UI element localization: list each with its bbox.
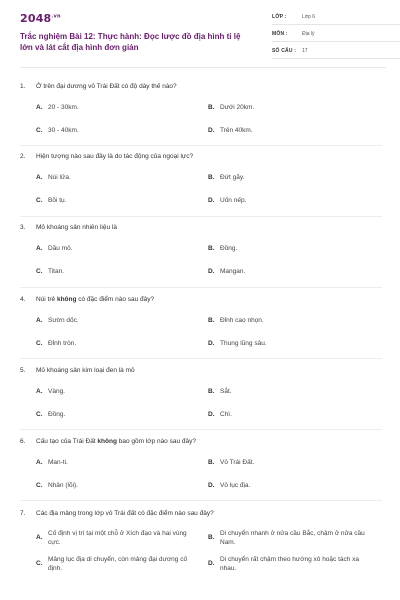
option-text: Mangan. [220,268,246,275]
answer-options [36,244,382,290]
option-key: B. [208,174,215,181]
meta-row-subject [272,27,400,42]
divider [20,429,382,430]
option-key: C. [36,340,43,347]
question-number: 1. [20,83,26,90]
answer-option-a[interactable] [36,173,208,196]
question-text: Mỏ khoáng sản nhiên liệu là [36,224,117,231]
option-key: D. [208,268,215,275]
answer-options [36,529,382,581]
question-text-part: Núi trẻ [36,296,57,303]
option-text: Bồi tụ. [48,197,67,204]
option-key: D. [208,127,215,134]
option-text: Titan. [48,268,65,275]
option-text: Dưới 20km. [220,104,255,111]
option-key: D. [208,560,215,567]
question-number: 6. [20,438,26,445]
answer-option-a[interactable] [36,387,208,410]
option-key: A. [36,245,43,252]
question-number: 5. [20,367,26,374]
option-text: 30 - 40km. [48,127,79,134]
meta-key: MÔN : [272,31,288,37]
option-key: B. [208,317,215,324]
question-text [36,437,196,446]
question-stem [20,366,382,375]
question-number: 3. [20,224,26,231]
answer-option-b[interactable] [208,244,380,267]
answer-option-a[interactable] [36,316,208,339]
answer-option-b[interactable] [208,173,380,196]
option-key: A. [36,174,43,181]
question-number: 7. [20,510,26,517]
option-key: D. [208,482,215,489]
option-text: Nhân (lõi). [48,482,78,489]
option-text: Dầu mỏ. [48,245,73,252]
option-text: 20 - 30km. [48,104,79,111]
question-text-emphasis: không [56,296,77,303]
answer-option-a[interactable] [36,458,208,481]
meta-row-count [272,44,400,59]
option-key: A. [36,388,43,395]
question-stem [20,82,382,91]
option-text: Di chuyển rất chậm theo hướng xô hoặc tách xa nhau. [220,556,360,572]
meta-value: Lớp 6 [302,14,316,20]
option-key: C. [36,127,43,134]
option-key: C. [36,560,43,567]
answer-options [36,387,382,433]
option-text: Mảng lục địa di chuyển, còn mảng đại dương cố định. [48,556,188,572]
answer-option-b[interactable] [208,529,380,555]
answer-option-c[interactable] [36,555,208,581]
question-stem [20,295,382,304]
option-text: Di chuyển nhanh ở nửa cầu Bắc, chậm ở nửa cầu Nam. [220,530,365,546]
option-key: D. [208,197,215,204]
option-text: Vàng. [48,388,65,395]
logo-suffix: .vn [51,13,61,20]
question-6 [20,437,382,504]
option-key: B. [208,388,215,395]
option-text: Sắt. [220,388,232,395]
option-text: Đồng. [220,245,238,252]
question-number: 2. [20,153,26,160]
answer-option-b[interactable] [208,103,380,126]
question-1 [20,82,382,149]
answer-options [36,316,382,362]
option-key: A. [36,534,43,541]
divider [20,500,382,501]
question-stem [20,223,382,232]
option-key: B. [208,459,215,466]
option-text: Đỉnh cao nhọn. [220,317,264,324]
option-key: C. [36,197,43,204]
question-3 [20,223,382,290]
option-text: Trên 40km. [220,127,253,134]
question-text: Hiện tượng nào sau đây là do tác động của ngoại lực? [36,153,194,160]
question-stem [20,152,382,161]
answer-options [36,173,382,219]
question-text-part: bao gồm lớp nào sau đây? [116,438,196,445]
answer-option-b[interactable] [208,316,380,339]
option-key: C. [36,482,43,489]
question-text: Ở trên đại dương vỏ Trái Đất có độ dày thế nào? [36,83,177,90]
option-key: C. [36,411,43,418]
answer-option-b[interactable] [208,458,380,481]
site-logo[interactable] [20,12,61,25]
answer-options [36,103,382,149]
answer-option-d[interactable] [208,555,380,581]
question-stem [20,509,382,518]
question-text: Các địa mảng trong lớp vỏ Trái đất có đặc điểm nào sau đây? [36,510,214,517]
answer-option-b[interactable] [208,387,380,410]
page-title: Trắc nghiệm Bài 12: Thực hành: Đọc lược đồ địa hình tỉ lệ lớn và lát cắt địa hình đơn giản [20,32,241,52]
option-text: Chì. [220,411,232,418]
answer-options [36,458,382,504]
option-key: D. [208,340,215,347]
option-text: Thung lũng sâu. [220,340,267,347]
meta-row-class [272,10,400,25]
question-number: 4. [20,296,26,303]
option-key: A. [36,459,43,466]
option-text: Đứt gãy. [220,174,245,181]
question-4 [20,295,382,362]
meta-key: SỐ CÂU : [272,48,297,54]
answer-option-a[interactable] [36,103,208,126]
divider [20,358,382,359]
option-text: Vỏ Trái Đất. [220,459,255,466]
option-text: Vỏ lục địa. [220,482,251,489]
question-text-part: Cấu tạo của Trái Đất [36,438,98,445]
meta-value: Địa lý [302,31,315,37]
answer-option-a[interactable] [36,529,208,555]
question-stem [20,437,382,446]
option-key: B. [208,104,215,111]
divider [20,287,382,288]
question-text: Mỏ khoáng sản kim loại đen là mỏ [36,367,135,374]
quiz-meta [272,10,400,61]
option-text: Cố định vị trí tại một chỗ ở Xích đạo và hai vùng cực. [48,530,187,546]
option-key: A. [36,317,43,324]
option-text: Man-ti. [48,459,68,466]
question-text-part: có đặc điểm nào sau đây? [76,296,155,303]
divider [20,145,382,146]
question-7 [20,509,382,581]
divider [20,216,382,217]
question-5 [20,366,382,433]
option-key: C. [36,268,43,275]
option-key: D. [208,411,215,418]
question-text-emphasis: không [97,438,117,445]
option-text: Đồng. [48,411,66,418]
meta-value: 17 [302,48,308,54]
logo-text: 2048 [20,12,52,25]
answer-option-a[interactable] [36,244,208,267]
option-text: Uốn nếp. [220,197,247,204]
meta-key: LỚP : [272,14,287,20]
option-text: Sườn dốc. [48,317,79,324]
option-key: B. [208,534,215,541]
page-header [20,0,386,68]
option-text: Núi lửa. [48,174,71,181]
question-text [36,295,154,304]
option-key: B. [208,245,215,252]
option-key: A. [36,104,43,111]
option-text: Đỉnh tròn. [48,340,77,347]
question-2 [20,152,382,219]
